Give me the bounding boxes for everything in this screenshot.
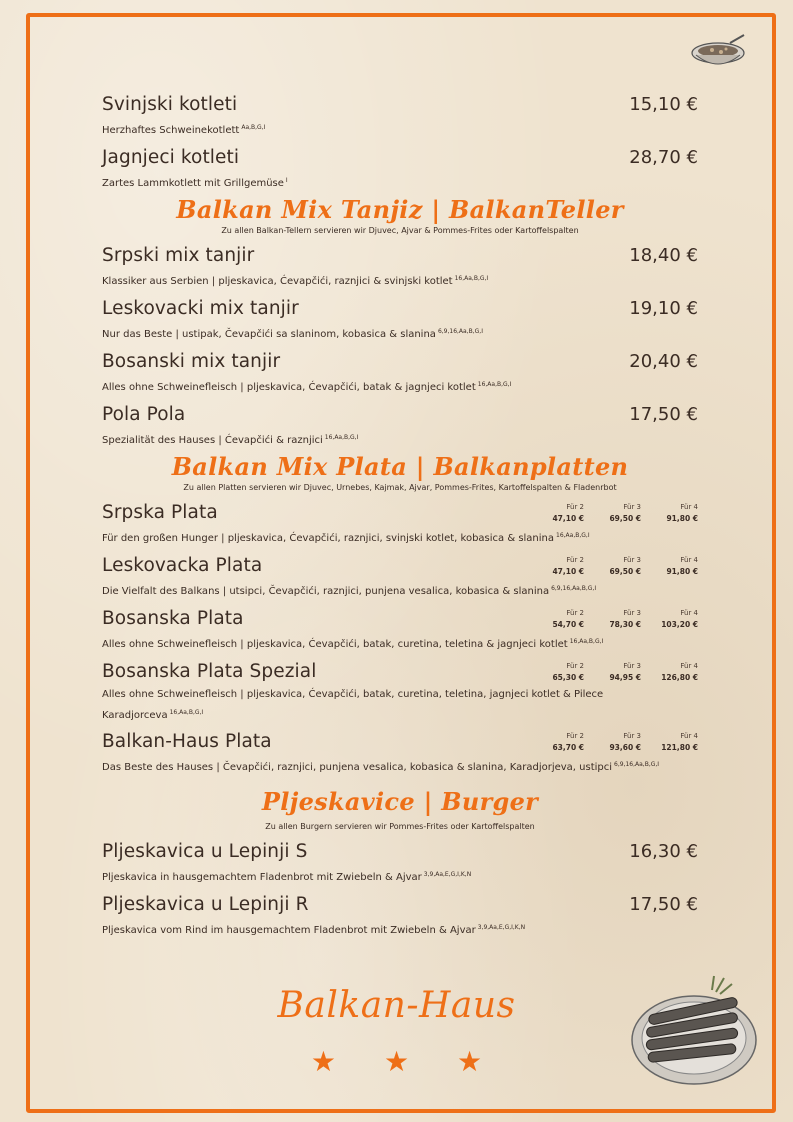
item-description: Nur das Beste | ustipak, Čevapčići sa slaninom, kobasica & slanina <box>102 329 436 340</box>
item-name: Jagnjeci kotleti <box>102 147 240 168</box>
item-description: Pljeskavica vom Rind im hausgemachtem Fladenbrot mit Zwiebeln & Ajvar <box>102 925 476 936</box>
menu-item <box>102 147 698 187</box>
section-title: Balkan Mix Tanjiz | BalkanTeller <box>176 195 624 224</box>
allergen-codes: 6,9,16,Aa,B,G,I <box>551 585 597 592</box>
price-value: 94,95 € <box>609 673 641 682</box>
allergen-codes: 16,Aa,B,G,I <box>569 638 604 645</box>
item-price: 15,10 € <box>629 94 698 115</box>
item-description: Alles ohne Schweinefleisch | pljeskavica, Ćevapčići, batak, curetina, teletina & jagnjeci kotlet <box>102 639 568 650</box>
price-value: 121,80 € <box>661 743 698 752</box>
item-price: 19,10 € <box>629 298 698 319</box>
platter-item <box>102 555 698 608</box>
item-description: Das Beste des Hauses | Čevapčići, raznjici, punjena vesalica, kobasica & slanina, Karadjorjeva, ustipci <box>102 762 613 773</box>
price-value: 63,70 € <box>552 743 584 752</box>
price-grid <box>527 556 698 576</box>
serving-label: Für 4 <box>680 556 698 564</box>
serving-label: Für 3 <box>623 732 641 740</box>
item-description: Für den großen Hunger | pljeskavica, Ćevapčići, raznjici, svinjski kotlet, kobasica & slanina <box>102 533 555 544</box>
item-name: Srpska Plata <box>102 502 218 523</box>
item-description: Pljeskavica in hausgemachtem Fladenbrot mit Zwiebeln & Ajvar <box>102 872 422 883</box>
item-price: 17,50 € <box>629 404 698 425</box>
allergen-codes: I <box>285 177 288 184</box>
platter-item <box>102 661 698 731</box>
item-description: Alles ohne Schweinefleisch | pljeskavica, Ćevapčići, batak, curetina, teletina, jagnjeci kotlet & Pilece Karadjorceva <box>102 689 604 721</box>
item-description: Die Vielfalt des Balkans | utsipci, Čevapčići, raznjici, punjena vesalica, kobasica & slanina <box>102 586 550 597</box>
price-value: 47,10 € <box>552 514 584 523</box>
item-name: Pola Pola <box>102 404 186 425</box>
item-description: Spezialität des Hauses | Ćevapčići & raznjici <box>102 435 323 446</box>
section-subtitle: Zu allen Balkan-Tellern servieren wir Djuvec, Ajvar & Pommes-Frites oder Kartoffelspalten <box>221 226 579 235</box>
price-value: 103,20 € <box>661 620 698 629</box>
section-title: Balkan Mix Plata | Balkanplatten <box>171 452 629 481</box>
allergen-codes: 16,Aa,B,G,I <box>169 709 204 716</box>
item-name: Bosanska Plata Spezial <box>102 661 317 682</box>
item-name: Pljeskavica u Lepinji R <box>102 894 309 915</box>
price-grid <box>527 503 698 523</box>
star-icon: ★ <box>383 1045 410 1078</box>
price-grid <box>527 609 698 629</box>
serving-label: Für 2 <box>566 556 584 564</box>
price-value: 93,60 € <box>609 743 641 752</box>
item-price: 28,70 € <box>629 147 698 168</box>
serving-label: Für 2 <box>566 662 584 670</box>
item-name: Srpski mix tanjir <box>102 245 255 266</box>
menu-item <box>102 894 698 947</box>
sausage-plate-illustration <box>628 972 760 1090</box>
item-price: 16,30 € <box>629 841 698 862</box>
section-header <box>102 195 698 235</box>
section-title: Pljeskavice | Burger <box>261 787 539 816</box>
price-value: 54,70 € <box>552 620 584 629</box>
brand-logo-text: Balkan-Haus <box>277 985 516 1026</box>
price-value: 91,80 € <box>666 514 698 523</box>
section-subtitle: Zu allen Platten servieren wir Djuvec, Urnebes, Kajmak, Ajvar, Pommes-Frites, Kartoffelspalten & Fladenrbot <box>183 483 617 492</box>
section-header <box>102 452 698 492</box>
allergen-codes: 16,Aa,B,G,I <box>477 381 512 388</box>
platter-item <box>102 608 698 661</box>
section-subtitle: Zu allen Burgern servieren wir Pommes-Frites oder Kartoffelspalten <box>265 822 535 831</box>
price-grid <box>527 662 698 682</box>
price-value: 78,30 € <box>609 620 641 629</box>
platter-item <box>102 731 698 777</box>
allergen-codes: 3,9,Aa,E,G,I,K,N <box>423 871 472 878</box>
item-description: Alles ohne Schweinefleisch | pljeskavica, Ćevapčići, batak & jagnjeci kotlet <box>102 382 476 393</box>
platter-item <box>102 502 698 555</box>
item-name: Balkan-Haus Plata <box>102 731 272 752</box>
price-grid <box>527 732 698 752</box>
item-description: Herzhaftes Schweinekotlett <box>102 125 240 136</box>
serving-label: Für 3 <box>623 556 641 564</box>
item-price: 20,40 € <box>629 351 698 372</box>
menu-item <box>102 94 698 147</box>
section-header <box>102 787 698 831</box>
allergen-codes: Aa,B,G,I <box>241 124 266 131</box>
serving-label: Für 4 <box>680 662 698 670</box>
menu-content <box>102 94 698 947</box>
serving-label: Für 3 <box>623 609 641 617</box>
menu-item <box>102 245 698 298</box>
item-name: Leskovacki mix tanjir <box>102 298 299 319</box>
allergen-codes: 16,Aa,B,G,I <box>454 275 489 282</box>
serving-label: Für 4 <box>680 732 698 740</box>
serving-label: Für 4 <box>680 609 698 617</box>
price-value: 126,80 € <box>661 673 698 682</box>
item-description: Zartes Lammkotlett mit Grillgemüse <box>102 178 284 189</box>
menu-item <box>102 841 698 894</box>
soup-bowl-illustration <box>690 33 746 73</box>
serving-label: Für 2 <box>566 503 584 511</box>
serving-label: Für 4 <box>680 503 698 511</box>
price-value: 91,80 € <box>666 567 698 576</box>
allergen-codes: 6,9,16,Aa,B,G,I <box>437 328 483 335</box>
allergen-codes: 16,Aa,B,G,I <box>556 532 590 539</box>
item-name: Svinjski kotleti <box>102 94 238 115</box>
item-name: Bosanska Plata <box>102 608 244 629</box>
item-description: Klassiker aus Serbien | pljeskavica, Ćevapčići, raznjici & svinjski kotlet <box>102 276 453 287</box>
price-value: 65,30 € <box>552 673 584 682</box>
menu-item <box>102 404 698 448</box>
serving-label: Für 2 <box>566 732 584 740</box>
menu-item <box>102 298 698 351</box>
price-value: 47,10 € <box>552 567 584 576</box>
serving-label: Für 3 <box>623 503 641 511</box>
item-name: Pljeskavica u Lepinji S <box>102 841 308 862</box>
item-name: Bosanski mix tanjir <box>102 351 281 372</box>
allergen-codes: 6,9,16,Aa,B,G,I <box>614 761 660 768</box>
price-value: 69,50 € <box>609 514 641 523</box>
allergen-codes: 3,9,Aa,E,G,I,K,N <box>477 924 526 931</box>
item-price: 17,50 € <box>629 894 698 915</box>
price-value: 69,50 € <box>609 567 641 576</box>
serving-label: Für 3 <box>623 662 641 670</box>
item-name: Leskovacka Plata <box>102 555 263 576</box>
star-icon: ★ <box>310 1045 336 1078</box>
menu-item <box>102 351 698 404</box>
serving-label: Für 2 <box>566 609 584 617</box>
item-price: 18,40 € <box>629 245 698 266</box>
allergen-codes: 16,Aa,B,G,I <box>324 434 359 441</box>
star-icon: ★ <box>457 1045 483 1078</box>
